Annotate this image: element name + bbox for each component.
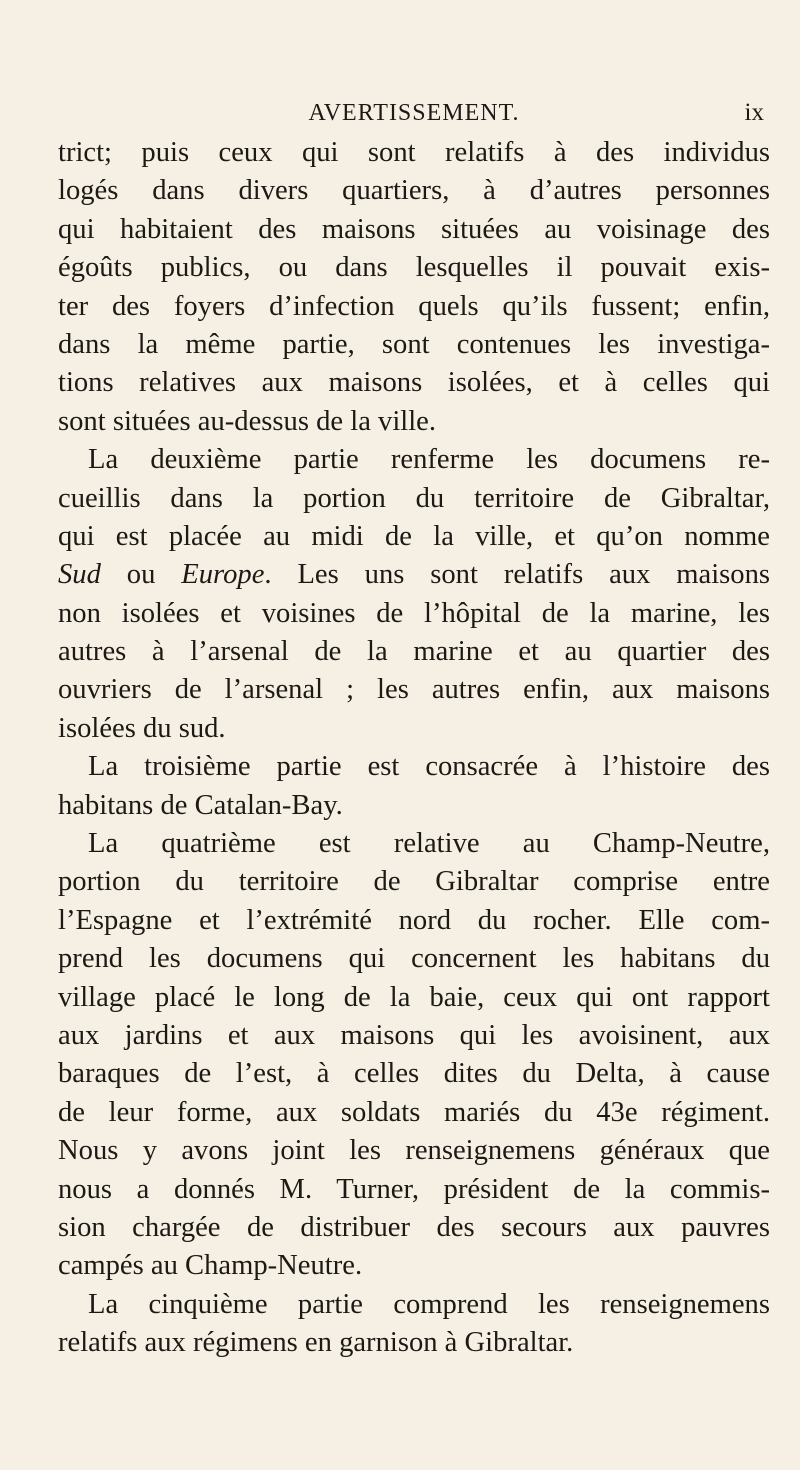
text-fragment: ou: [126, 559, 156, 591]
paragraph-start-line: La cinquième partie comprend les renseignemens: [88, 1288, 770, 1320]
italic-place-name-sud: Sud: [58, 559, 101, 591]
text-line: ouvriers de l’arsenal ; les autres enfin, aux maisons: [58, 674, 770, 706]
paragraph-end-line: relatifs aux régimens en garnison à Gibraltar.: [58, 1327, 574, 1359]
text-fragment: . Les uns sont relatifs aux maisons: [264, 559, 770, 591]
text-line: village placé le long de la baie, ceux qui ont rapport: [58, 981, 770, 1013]
text-line: prend les documens qui concernent les habitans du: [58, 943, 770, 975]
paragraph-start-line: La quatrième est relative au Champ-Neutre,: [88, 828, 770, 860]
running-title: AVERTISSEMENT.: [308, 100, 520, 126]
text-line: de leur forme, aux soldats mariés du 43e régiment.: [58, 1096, 770, 1128]
text-line: autres à l’arsenal de la marine et au quartier des: [58, 636, 770, 668]
text-line: cueillis dans la portion du territoire de Gibraltar,: [58, 482, 770, 514]
text-line: non isolées et voisines de l’hôpital de la marine, les: [58, 597, 770, 629]
text-line: dans la même partie, sont contenues les investiga-: [58, 328, 770, 360]
text-line: baraques de l’est, à celles dites du Delta, à cause: [58, 1058, 770, 1090]
text-line: égoûts publics, ou dans lesquelles il pouvait exis-: [58, 252, 770, 284]
text-line: nous a donnés M. Turner, président de la commis-: [58, 1173, 770, 1205]
text-line: qui habitaient des maisons situées au voisinage des: [58, 213, 770, 245]
paragraph-start-line: La troisième partie est consacrée à l’histoire des: [88, 751, 770, 783]
running-head: [58, 96, 770, 130]
text-line: logés dans divers quartiers, à d’autres personnes: [58, 175, 770, 207]
text-line: portion du territoire de Gibraltar comprise entre: [58, 866, 770, 898]
paragraph-end-line: habitans de Catalan-Bay.: [58, 789, 343, 821]
body-text: [58, 134, 770, 1363]
text-line: aux jardins et aux maisons qui les avoisinent, aux: [58, 1019, 770, 1051]
paragraph-end-line: sont situées au-dessus de la ville.: [58, 405, 437, 437]
text-line: l’Espagne et l’extrémité nord du rocher. Elle com-: [58, 904, 770, 936]
paragraph-end-line: campés au Champ-Neutre.: [58, 1250, 363, 1282]
text-line: Nous y avons joint les renseignemens généraux que: [58, 1135, 770, 1167]
text-line: sion chargée de distribuer des secours aux pauvres: [58, 1211, 770, 1243]
text-line: trict; puis ceux qui sont relatifs à des individus: [58, 137, 770, 168]
page-number: ix: [744, 99, 764, 126]
italic-place-name-europe: Europe: [181, 559, 265, 591]
text-line-with-italics: [58, 556, 770, 594]
text-line: tions relatives aux maisons isolées, et à celles qui: [58, 367, 770, 399]
text-line: ter des foyers d’infection quels qu’ils fussent; enfin,: [58, 290, 770, 322]
paragraph-end-line: isolées du sud.: [58, 712, 226, 744]
text-line: qui est placée au midi de la ville, et qu’on nomme: [58, 520, 770, 552]
paragraph-start-line: La deuxième partie renferme les documens re-: [88, 444, 770, 476]
